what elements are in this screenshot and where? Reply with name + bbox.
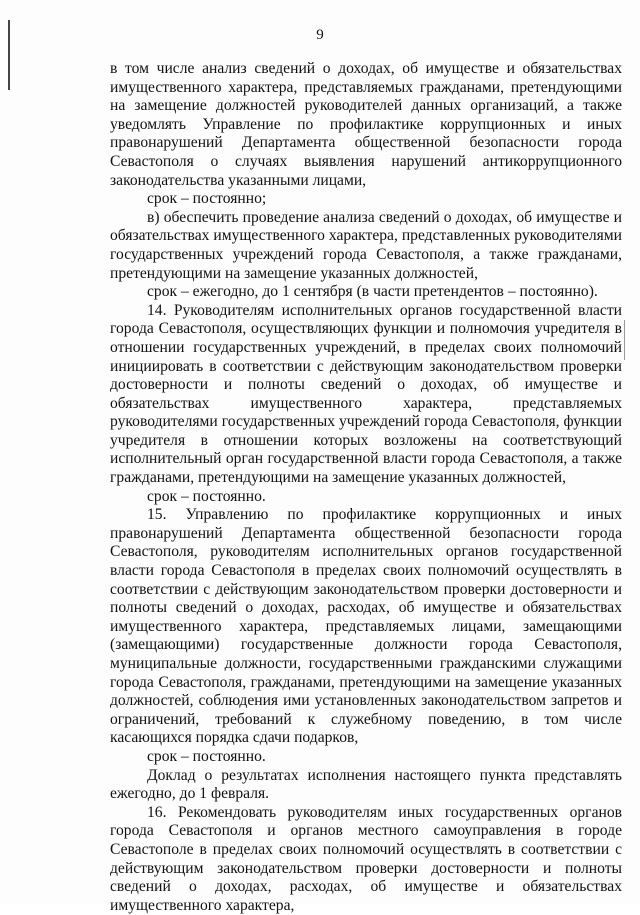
paragraph: 15. Управлению по профилактике коррупционных и иных правонарушений Департамента общественной безопасности города Севастополя, руководителям исполнительных органов государственной власти города Севастополя в пределах своих полномочий осуществлять в соответствии с действующим законодательством проверки достоверности и полноты сведений о доходах, расходах, об имуществе и обязательствах имущественного характера, представляемых лицами, замещающими (замещающими) государственные должности города Севастополя, муниципальные должности, государственными гражданскими служащими города Севастополя, гражданами, претендующими на замещение указанных должностей, соблюдения ими установленных законодательством запретов и ограничений, требований к служебному поведению, в том числе касающихся порядка сдачи подарков, xyxy=(110,506,622,747)
paragraph: срок – постоянно; xyxy=(147,190,267,208)
page-number: 9 xyxy=(316,27,324,43)
scan-edge-mark xyxy=(624,320,625,360)
paragraph: 14. Руководителям исполнительных органов государственной власти города Севастополя, осуществляющих функции и полномочия учредителя в отношении государственных учреждений, в пределах своих полномочий инициировать в соответствии с действующим законодательством проверки достоверности и полноты сведений о доходах, об имуществе и обязательствах имущественного характера, представляемых руководителями государственных учреждений города Севастополя, функции учредителя в отношении которых возложены на соответствующий исполнительный орган государственной власти города Севастополя, а также гражданами, претендующими на замещение указанных должностей, xyxy=(110,301,622,487)
paragraph: в) обеспечить проведение анализа сведений о доходах, об имуществе и обязательствах имущественного характера, представленных руководителями государственных учреждений города Севастополя, а также гражданами, претендующими на замещение указанных должностей, xyxy=(110,208,622,282)
paragraph: 16. Рекомендовать руководителям иных государственных органов города Севастополя и органов местного самоуправления в городе Севастополе в пределах своих полномочий осуществлять в соответствии с действующим законодательством проверки достоверности и полноты сведений о доходах, расходах, об имуществе и обязательствах имущественного характера, xyxy=(110,803,622,914)
paragraph: Доклад о результатах исполнения настоящего пункта представлять ежегодно, до 1 февраля. xyxy=(110,766,622,803)
paragraph: срок – постоянно. xyxy=(147,747,266,765)
paragraph: срок – ежегодно, до 1 сентября (в части претендентов – постоянно). xyxy=(147,283,598,301)
document-body xyxy=(110,60,622,915)
paragraph: в том числе анализ сведений о доходах, об имуществе и обязательствах имущественного характера, представляемых гражданами, претендующими на замещение должностей руководителей данных организаций, а также уведомлять Управление по профилактике коррупционных и иных правонарушений Департамента общественной безопасности города Севастополя о случаях выявления нарушений антикоррупционного законодательства указанными лицами, xyxy=(110,60,622,189)
paragraph: срок – постоянно. xyxy=(147,487,266,505)
